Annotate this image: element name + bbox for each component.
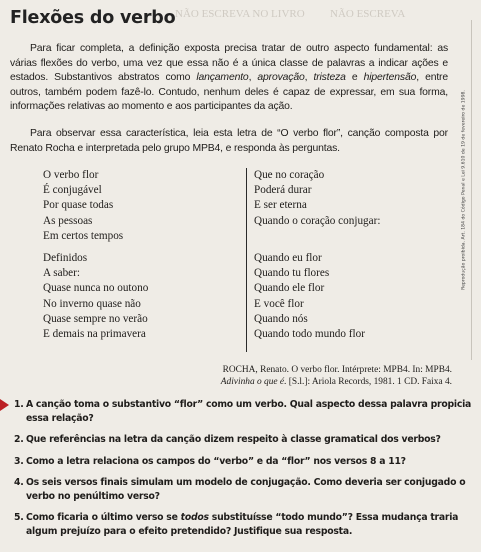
question-item: 1. A canção toma o substantivo “flor” como um verbo. Qual aspecto dessa palavra propicia essa relação? xyxy=(14,399,472,425)
poem-line: Quando tu flores xyxy=(254,267,330,280)
poem-line: E demais na primavera xyxy=(43,327,146,340)
poem-line: Quando ele flor xyxy=(254,282,325,295)
copyright-note: Reprodução proibida. Art. 184 do Código Penal e Lei 9.610 de 19 de fevereiro de 1998. xyxy=(461,90,467,290)
poem-line: Quase sempre no verão xyxy=(43,312,148,325)
poem-line: O verbo flor xyxy=(43,169,99,181)
poem-line: No inverno quase não xyxy=(43,297,141,310)
poem-line: É conjugável xyxy=(43,184,102,197)
question-item: 2. Que referências na letra da canção dizem respeito à classe gramatical dos verbos? xyxy=(14,434,441,446)
song-source-citation: ROCHA, Renato. O verbo flor. Intérprete: MPB4. In: MPB4. xyxy=(222,365,452,375)
poem-line: A saber: xyxy=(43,267,80,280)
instruction-paragraph: Para observar essa característica, leia esta letra de “O verbo flor”, canção composta por Renato Rocha e interpretada pelo grupo MPB4, e responda às perguntas. xyxy=(10,128,448,154)
intro-paragraph: Para ficar completa, a definição exposta precisa tratar de outro aspecto fundamental: as várias flexões do verbo, uma vez que essa não é a única classe de palavras a indicar ações e estados. Substantivos abstratos como lançamento, aprovação, tristeza e hipertensão, entre outros, também podem fazê-lo. Contudo, nenhum deles é capaz de expressar, em sua forma, informações relativas ao momento e aos participantes da ação. xyxy=(10,43,448,113)
bleed-through-text: NÃO ESCREVA NO LIVRO xyxy=(175,8,305,20)
question-item: 5. Como ficaria o último verso se todos substituísse “todo mundo”? Essa mudança traria algum prejuízo para o efeito pretendido? Justifique sua resposta. xyxy=(14,512,459,538)
poem-line: E ser eterna xyxy=(254,199,307,212)
poem-line: Quando todo mundo flor xyxy=(254,327,365,340)
poem-line: E você flor xyxy=(254,297,304,310)
poem-line: As pessoas xyxy=(43,214,93,227)
copyright-sidebar xyxy=(454,20,474,360)
poem-left-column xyxy=(43,168,148,342)
question-item: 3. Como a letra relaciona os campos do “verbo” e da “flor” nos versos 8 a 11? xyxy=(14,455,406,467)
question-list xyxy=(14,398,474,547)
poem-line: Quando eu flor xyxy=(254,251,322,264)
activity-marker-icon xyxy=(0,399,9,411)
page-title: Flexões do verbo xyxy=(10,8,176,28)
song-source-album: Adivinha o que é. [S.l.]: Ariola Records, 1981. 1 CD. Faixa 4. xyxy=(220,377,452,387)
poem-right-column xyxy=(254,168,380,342)
poem-column-divider xyxy=(246,168,247,352)
poem-line: Definidos xyxy=(43,251,88,264)
poem-line: Quase nunca no outono xyxy=(43,282,149,295)
question-item: 4. Os seis versos finais simulam um modelo de conjugação. Como deveria ser conjugado o verbo no penúltimo verso? xyxy=(14,476,466,503)
poem-line: Que no coração xyxy=(254,169,325,181)
poem-line: Por quase todas xyxy=(43,199,114,212)
poem-line: Poderá durar xyxy=(254,184,312,197)
bleed-through-text: NÃO ESCREVA xyxy=(330,8,406,20)
poem-line: Em certos tempos xyxy=(43,229,124,242)
poem-line: Quando nós xyxy=(254,312,308,325)
poem-line: Quando o coração conjugar: xyxy=(254,214,381,227)
